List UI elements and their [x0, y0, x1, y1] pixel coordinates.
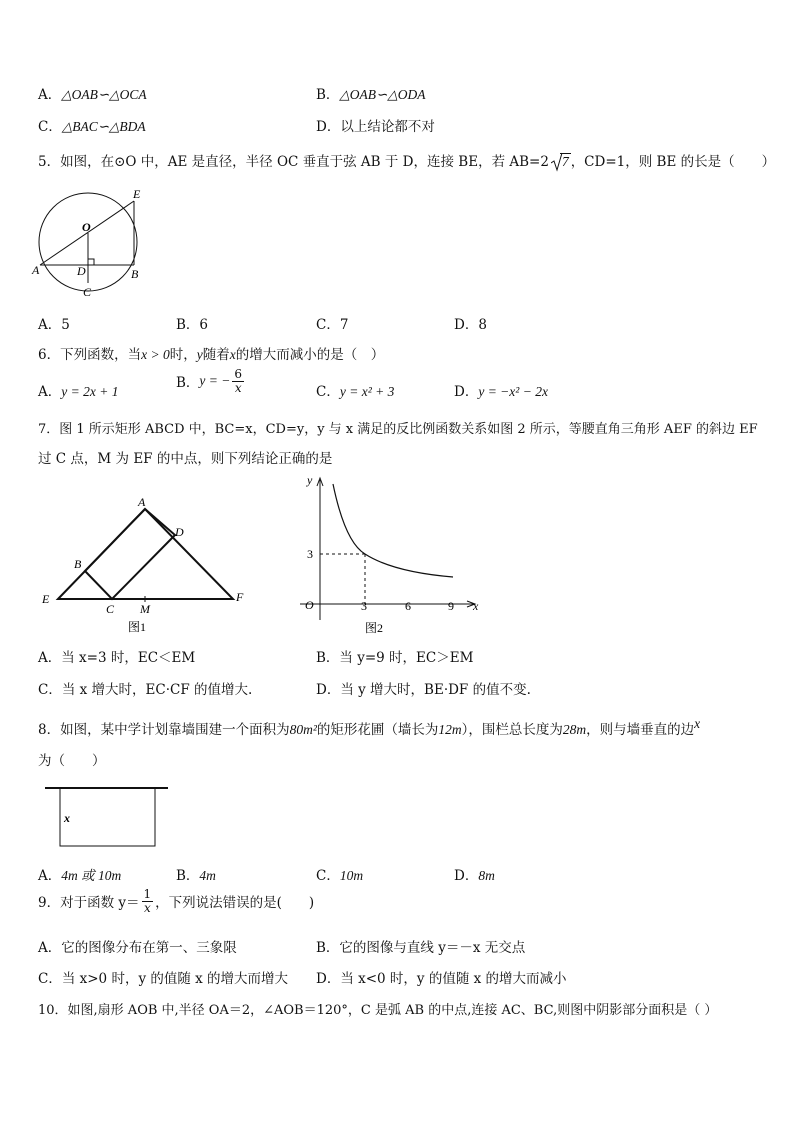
q9-option-c: C．当 x>0 时，y 的值随 x 的增大而增大	[38, 971, 289, 987]
q8-option-a: A．4m 或 10m	[38, 868, 122, 884]
q9-option-d: D．当 x<0 时，y 的值随 x 的增大而减小	[316, 971, 567, 987]
q10-stem: 10．如图,扇形 AOB 中,半径 OA＝2，∠AOB＝120°，C 是弧 AB 的中点,连接 AC、BC,则图中阴影部分面积是（ ）	[38, 1003, 718, 1018]
q6-option-a: A．y = 2x + 1	[38, 384, 119, 400]
q5-option-d: D．8	[454, 317, 487, 333]
q7-figure2-graph	[295, 470, 495, 640]
garden-rectangle	[60, 788, 155, 846]
q5-option-b: B．6	[176, 317, 209, 333]
label-d: D	[175, 525, 184, 539]
q7-option-c: C．当 x 增大时，EC·CF 的值增大.	[38, 682, 253, 698]
label-a: A	[32, 263, 40, 277]
q5-option-a: A．5	[38, 317, 70, 333]
label-c: C	[83, 285, 92, 299]
q7-figure1	[38, 492, 258, 637]
x-tick-3: 3	[361, 599, 367, 613]
origin-label: O	[305, 598, 314, 612]
label-d: D	[77, 264, 86, 278]
q5-stem: 5．如图，在⊙O 中，AE 是直径，半径 OC 垂直于弦 AB 于 D，连接 BE，若 AB=2 7 ，CD=1，则 BE 的长是（ ）	[38, 154, 776, 170]
label-m: M	[140, 602, 150, 616]
label-b: B	[131, 267, 139, 281]
q4-option-c: C．△BAC∽△BDA	[38, 119, 146, 135]
label-a: A	[138, 495, 146, 509]
q9-stem: 9．对于函数 y＝ $\frac{1}{x}$ ，下列说法错误的是( )	[38, 887, 315, 915]
right-angle-mark	[88, 259, 94, 265]
q8-stem-line2: 为（ ）	[38, 753, 106, 769]
q7-stem-line1: 7．图 1 所示矩形 ABCD 中，BC=x，CD=y，y 与 x 满足的反比例函数关系如图 2 所示，等腰直角三角形 AEF 的斜边 EF	[38, 422, 758, 437]
y-axis-label: y	[307, 473, 313, 487]
q9-option-a: A．它的图像分布在第一、三象限	[38, 940, 237, 956]
label-e: E	[42, 592, 50, 606]
figure1-caption: 图1	[128, 620, 147, 634]
y-tick-3: 3	[307, 547, 313, 561]
x-axis-label: x	[473, 599, 479, 613]
q9-option-b: B．它的图像与直线 y＝－x 无交点	[316, 940, 526, 956]
hyperbola-curve	[333, 484, 453, 577]
q6-option-b: B．y = − $\frac{6}{x}$	[176, 367, 243, 395]
label-b: B	[74, 557, 82, 571]
label-f: F	[236, 590, 244, 604]
q7-option-a: A．当 x=3 时，EC＜EM	[38, 650, 196, 666]
label-o: O	[82, 220, 91, 234]
figure2-caption: 图2	[365, 621, 384, 635]
q4-option-d: D．以上结论都不对	[316, 119, 435, 135]
q7-option-d: D．当 y 增大时，BE·DF 的值不变.	[316, 682, 531, 698]
q5-option-c: C．7	[316, 317, 349, 333]
side-x-label: x	[64, 811, 70, 825]
q6-option-d: D．y = −x² − 2x	[454, 384, 548, 400]
sqrt-expression: 7	[551, 154, 571, 170]
q8-option-d: D．8m	[454, 868, 495, 884]
label-e: E	[133, 187, 141, 201]
q4-option-a: A．△OAB∽△OCA	[38, 87, 147, 103]
x-tick-9: 9	[448, 599, 454, 613]
sqrt-sign-icon	[551, 152, 563, 172]
q4-option-b: B．△OAB∽△ODA	[316, 87, 426, 103]
q7-option-b: B．当 y=9 时，EC＞EM	[316, 650, 474, 666]
q8-garden-figure	[40, 782, 175, 852]
q6-stem: 6．下列函数，当x > 0时，y随着x的增大而减小的是（ ）	[38, 347, 385, 363]
q8-option-b: B．4m	[176, 868, 216, 884]
x-tick-6: 6	[405, 599, 411, 613]
label-c: C	[106, 602, 115, 616]
q8-stem-line1: 8．如图，某中学计划靠墙围建一个面积为80m²的矩形花圃（墙长为12m），围栏总长度为28m，则与墙垂直的边x	[38, 716, 701, 738]
q6-option-c: C．y = x² + 3	[316, 384, 395, 400]
triangle-aef	[58, 509, 233, 599]
q8-option-c: C．10m	[316, 868, 364, 884]
q7-stem-line2: 过 C 点，M 为 EF 的中点，则下列结论正确的是	[38, 451, 333, 467]
rectangle-abcd	[85, 509, 175, 599]
q5-circle-figure	[30, 185, 160, 300]
